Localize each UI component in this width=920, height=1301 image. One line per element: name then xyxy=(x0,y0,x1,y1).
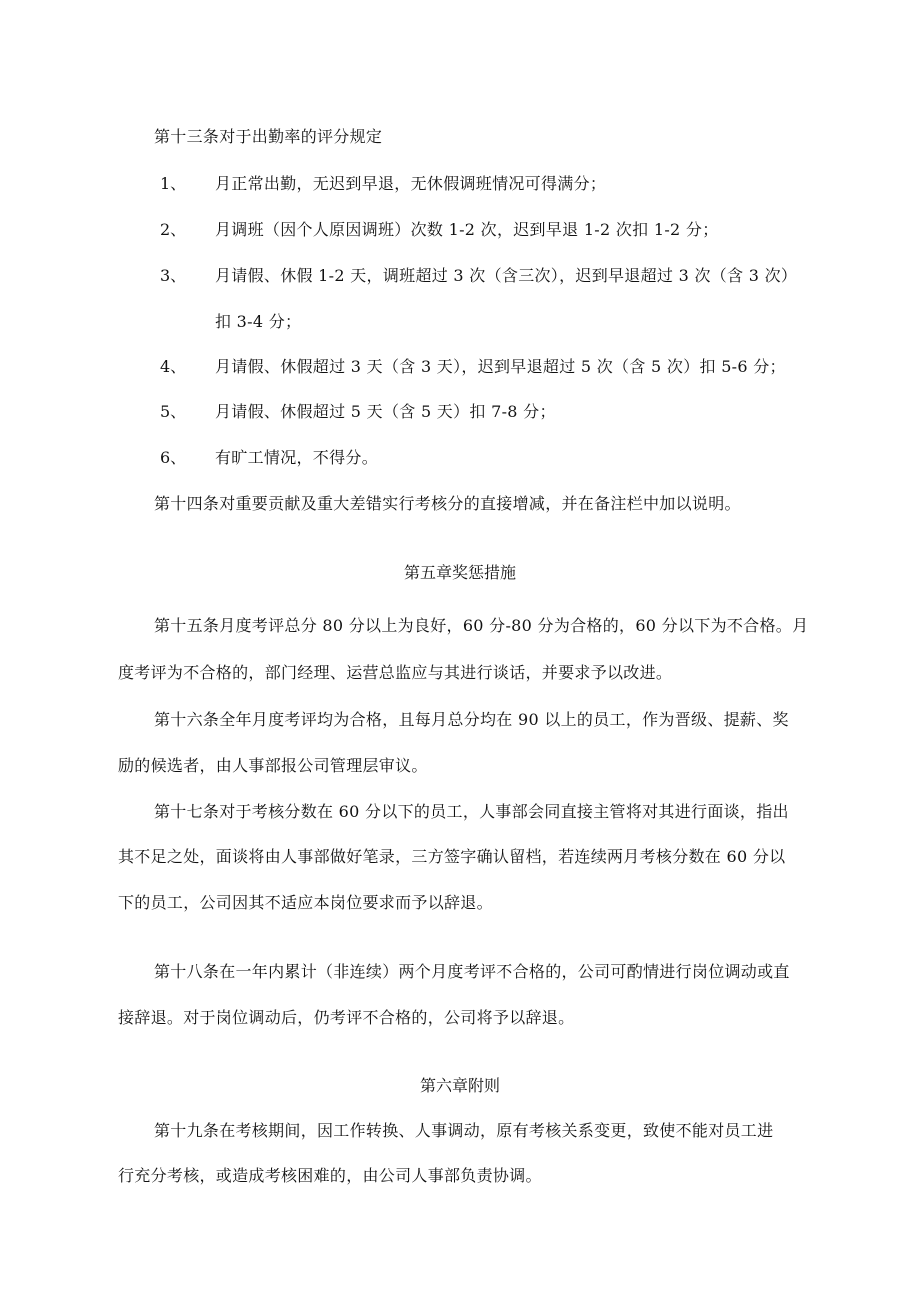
item-3-text: 月请假、休假 1-2 天，调班超过 3 次（含三次），迟到早退超过 3 次（含 3 次） xyxy=(215,266,798,285)
article-17-line-1: 第十七条对于考核分数在 60 分以下的员工，人事部会同直接主管将对其进行面谈，指出 xyxy=(154,802,789,821)
article-19-line-1: 第十九条在考核期间，因工作转换、人事调动，原有考核关系变更，致使不能对员工进 xyxy=(154,1121,774,1140)
article-15-line-1: 第十五条月度考评总分 80 分以上为良好，60 分-80 分为合格的，60 分以下为不合格。月 xyxy=(154,616,809,635)
article-16-line-2: 励的候选者，由人事部报公司管理层审议。 xyxy=(118,756,428,775)
article-17-line-3: 下的员工，公司因其不适应本岗位要求而予以辞退。 xyxy=(118,893,493,912)
item-6-number: 6、 xyxy=(160,448,187,467)
article-19-line-2: 行充分考核，或造成考核困难的，由公司人事部负责协调。 xyxy=(118,1166,542,1185)
item-5-text: 月请假、休假超过 5 天（含 5 天）扣 7-8 分； xyxy=(215,402,556,421)
article-14: 第十四条对重要贡献及重大差错实行考核分的直接增减，并在备注栏中加以说明。 xyxy=(154,494,741,513)
item-4-number: 4、 xyxy=(160,357,187,376)
item-2-text: 月调班（因个人原因调班）次数 1-2 次，迟到早退 1-2 次扣 1-2 分； xyxy=(215,220,719,239)
item-1-number: 1、 xyxy=(160,174,187,193)
chapter-5-heading: 第五章奖惩措施 xyxy=(403,563,516,582)
item-3-continuation: 扣 3-4 分； xyxy=(215,312,302,331)
item-1-text: 月正常出勤，无迟到早退，无休假调班情况可得满分； xyxy=(215,174,607,193)
item-4-text: 月请假、休假超过 3 天（含 3 天），迟到早退超过 5 次（含 5 次）扣 5-6 分； xyxy=(215,357,786,376)
article-18-line-1: 第十八条在一年内累计（非连续）两个月度考评不合格的，公司可酌情进行岗位调动或直 xyxy=(154,962,790,981)
item-3-number: 3、 xyxy=(160,266,187,285)
chapter-6-heading: 第六章附则 xyxy=(419,1076,500,1095)
article-15-line-2: 度考评为不合格的，部门经理、运营总监应与其进行谈话，并要求予以改进。 xyxy=(118,663,673,682)
article-18-line-2: 接辞退。对于岗位调动后，仍考评不合格的，公司将予以辞退。 xyxy=(118,1008,575,1027)
item-6-text: 有旷工情况，不得分。 xyxy=(215,448,379,467)
item-5-number: 5、 xyxy=(160,402,187,421)
article-17-line-2: 其不足之处，面谈将由人事部做好笔录，三方签字确认留档，若连续两月考核分数在 60 分以 xyxy=(118,847,786,866)
article-13-title: 第十三条对于出勤率的评分规定 xyxy=(154,127,383,146)
item-2-number: 2、 xyxy=(160,220,187,239)
article-16-line-1: 第十六条全年月度考评均为合格，且每月总分均在 90 以上的员工，作为晋级、提薪、奖 xyxy=(154,710,789,729)
